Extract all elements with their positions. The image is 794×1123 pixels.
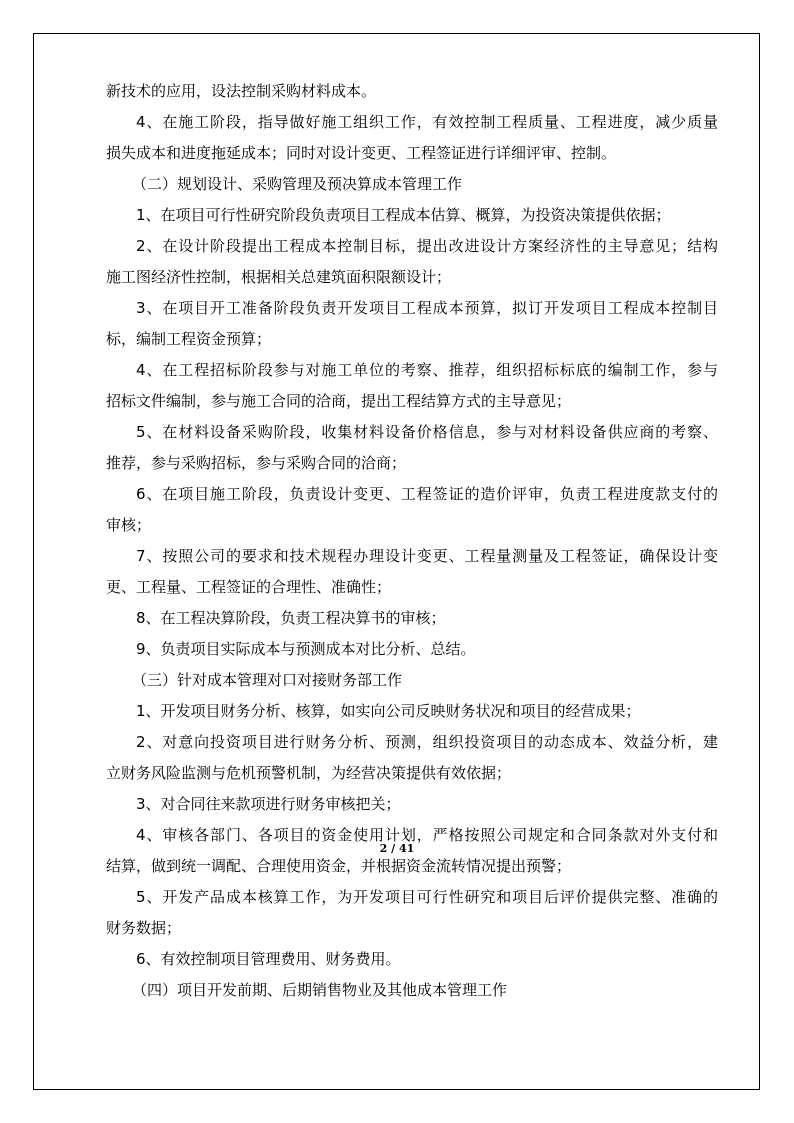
paragraph-line: 2、对意向投资项目进行财务分析、预测，组织投资项目的动态成本、效益分析，建 <box>136 733 718 751</box>
paragraph-line: 7、按照公司的要求和技术规程办理设计变更、工程量测量及工程签证，确保设计变 <box>136 547 718 565</box>
paragraph-line: 招标文件编制，参与施工合同的洽商，提出工程结算方式的主导意见； <box>106 392 572 410</box>
paragraph-line: 6、有效控制项目管理费用、财务费用。 <box>136 950 401 968</box>
paragraph-line: 损失成本和进度拖延成本；同时对设计变更、工程签证进行详细评审、控制。 <box>106 144 617 162</box>
paragraph-line: 立财务风险监测与危机预警机制，为经营决策提供有效依据； <box>106 764 512 782</box>
paragraph-line: 9、负责项目实际成本与预测成本对比分析、总结。 <box>136 640 476 658</box>
paragraph-line: 推荐，参与采购招标，参与采购合同的洽商； <box>106 454 407 472</box>
paragraph-line: 1、在项目可行性研究阶段负责项目工程成本估算、概算，为投资决策提供依据； <box>136 206 671 224</box>
paragraph-line: 6、在项目施工阶段，负责设计变更、工程签证的造价评审，负责工程进度款支付的 <box>136 485 718 503</box>
paragraph-line: 3、在项目开工准备阶段负责开发项目工程成本预算，拟订开发项目工程成本控制目 <box>136 299 718 317</box>
paragraph-line: 施工图经济性控制，根据相关总建筑面积限额设计； <box>106 268 452 286</box>
paragraph-line: 结算，做到统一调配、合理使用资金，并根据资金流转情况提出预警； <box>106 857 572 875</box>
paragraph-line: 标，编制工程资金预算； <box>106 330 272 348</box>
paragraph-line: 4、在施工阶段，指导做好施工组织工作，有效控制工程质量、工程进度，减少质量 <box>136 113 718 131</box>
paragraph-line: 财务数据； <box>106 919 182 937</box>
document-body <box>106 76 718 1006</box>
paragraph-line: 5、开发产品成本核算工作，为开发项目可行性研究和项目后评价提供完整、准确的 <box>136 888 718 906</box>
paragraph-line: 更、工程量、工程签证的合理性、准确性； <box>106 578 392 596</box>
section-heading: （四）项目开发前期、后期销售物业及其他成本管理工作 <box>132 981 508 999</box>
section-heading: （二）规划设计、采购管理及预决算成本管理工作 <box>132 175 463 193</box>
page-number: 2 / 41 <box>379 842 415 855</box>
paragraph-line: 3、对合同往来款项进行财务审核把关； <box>136 795 401 813</box>
paragraph-line: 8、在工程决算阶段，负责工程决算书的审核； <box>136 609 446 627</box>
paragraph-line: 4、在工程招标阶段参与对施工单位的考察、推荐，组织招标标底的编制工作，参与 <box>136 361 718 379</box>
paragraph-line: 1、开发项目财务分析、核算，如实向公司反映财务状况和项目的经营成果； <box>136 702 641 720</box>
paragraph-line: 新技术的应用，设法控制采购材料成本。 <box>106 82 377 100</box>
paragraph-line: 4、审核各部门、各项目的资金使用计划，严格按照公司规定和合同条款对外支付和 <box>136 826 718 844</box>
paragraph-line: 5、在材料设备采购阶段，收集材料设备价格信息，参与对材料设备供应商的考察、 <box>136 423 718 441</box>
paragraph-line: 2、在设计阶段提出工程成本控制目标，提出改进设计方案经济性的主导意见；结构 <box>136 237 718 255</box>
section-heading: （三）针对成本管理对口对接财务部工作 <box>132 671 403 689</box>
paragraph-line: 审核； <box>106 516 152 534</box>
